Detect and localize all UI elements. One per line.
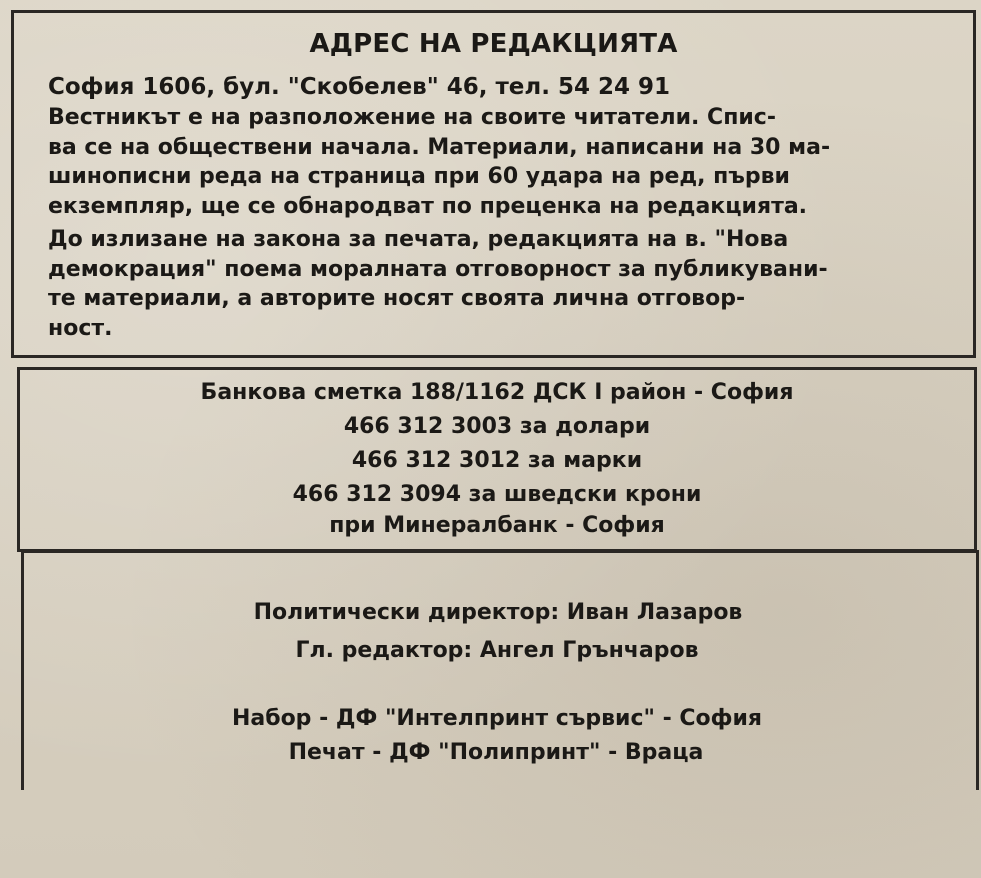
- paragraph-line: До излизане на закона за печата, редакцията на в. "Нова: [48, 227, 789, 252]
- bank-name-line: при Минералбанк - София: [329, 513, 665, 538]
- paragraph-line: те материали, а авторите носят своята лична отговор-: [48, 286, 746, 311]
- printing-line: Печат - ДФ "Полипринт" - Враца: [288, 740, 704, 765]
- paragraph-line: демокрация" поема моралната отговорност за публикувани-: [48, 256, 828, 282]
- paragraph-line: екземпляр, ще се обнародват по преценка на редакцията.: [48, 193, 808, 219]
- address-line: София 1606, бул. "Скобелев" 46, тел. 54 24 91: [48, 74, 671, 100]
- address-title: АДРЕС НА РЕДАКЦИЯТА: [309, 29, 678, 59]
- editorial-address-box: [11, 10, 976, 358]
- paragraph-line: Вестникът е на разположение на своите читатели. Спис-: [48, 105, 776, 130]
- chief-editor-line: Гл. редактор: Ангел Грънчаров: [295, 638, 699, 663]
- readers-paragraph: [48, 103, 948, 221]
- sek-account-line: 466 312 3094 за шведски крони: [292, 482, 702, 507]
- bank-account-box: [17, 367, 977, 552]
- typesetting-line: Набор - ДФ "Интелпринт сървис" - София: [231, 706, 763, 731]
- responsibility-paragraph: [48, 225, 948, 343]
- usd-account-line: 466 312 3003 за долари: [343, 414, 651, 439]
- paragraph-line: шинописни реда на страница при 60 удара на ред, първи: [48, 164, 790, 189]
- political-director-line: Политически директор: Иван Лазаров: [253, 600, 743, 625]
- staff-imprint-box: [21, 550, 979, 790]
- bank-account-line: Банкова сметка 188/1162 ДСК I район - София: [200, 380, 794, 405]
- paragraph-line: ва се на обществени начала. Материали, написани на 30 ма-: [48, 134, 831, 160]
- paragraph-line: ност.: [48, 315, 113, 341]
- dem-account-line: 466 312 3012 за марки: [351, 448, 643, 473]
